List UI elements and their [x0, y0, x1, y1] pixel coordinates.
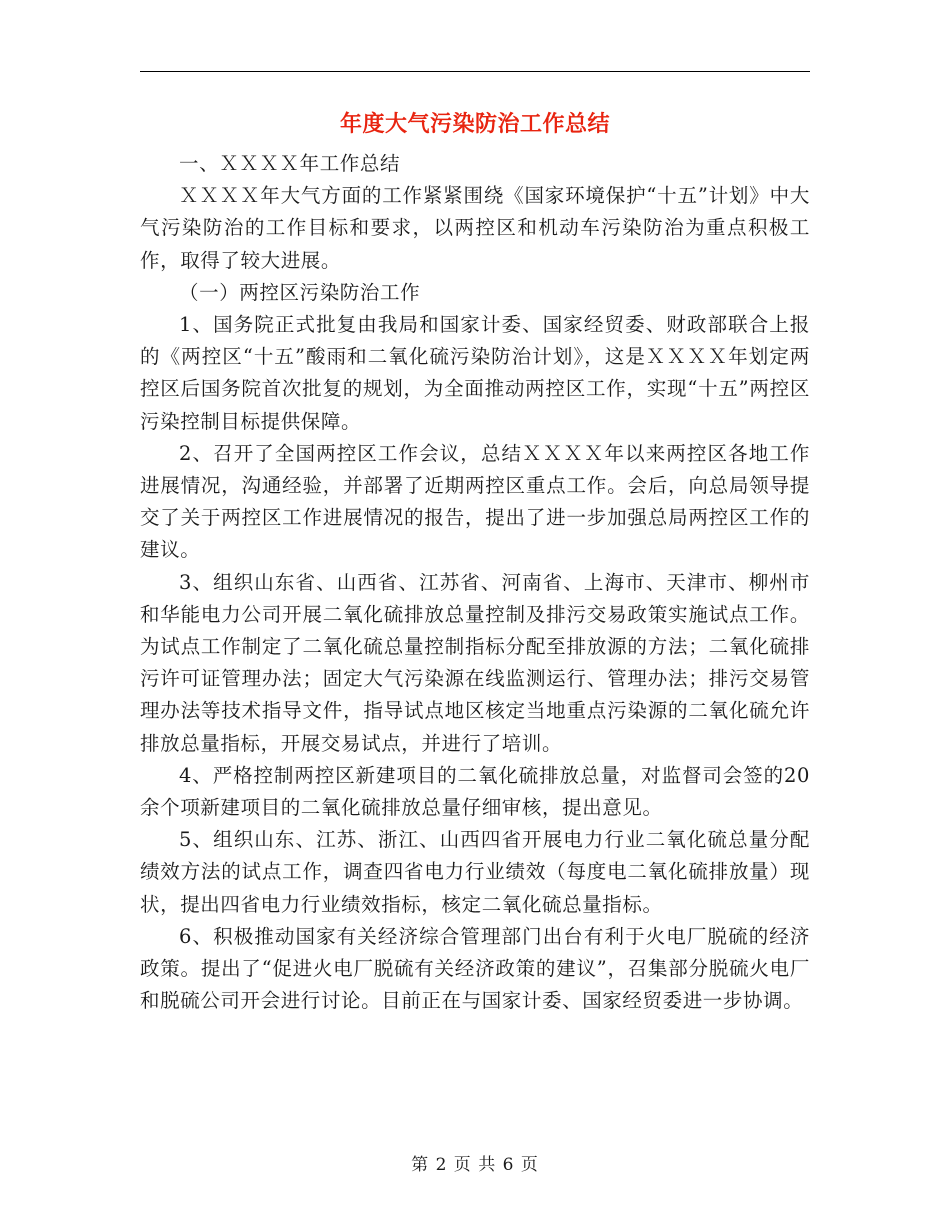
- page-footer: 第 2 页 共 6 页: [411, 1155, 539, 1175]
- document-body: [140, 148, 810, 1017]
- paragraph: ＸＸＸＸ年大气方面的工作紧紧围绕《国家环境保护“十五”计划》中大气污染防治的工作目标和要求，以两控区和机动车污染防治为重点积极工作，取得了较大进展。: [140, 184, 810, 272]
- paragraph: 3、组织山东省、山西省、江苏省、河南省、上海市、天津市、柳州市和华能电力公司开展二氧化硫排放总量控制及排污交易政策实施试点工作。为试点工作制定了二氧化硫总量控制指标分配至排放源的方法；二氧化硫排污许可证管理办法；固定大气污染源在线监测运行、管理办法；排污交易管理办法等技术指导文件，指导试点地区核定当地重点污染源的二氧化硫允许排放总量指标，开展交易试点，并进行了培训。: [140, 570, 810, 755]
- section-heading: 一、ＸＸＸＸ年工作总结: [179, 152, 401, 175]
- paragraph: 1、国务院正式批复由我局和国家计委、国家经贸委、财政部联合上报的《两控区“十五”酸雨和二氧化硫污染防治计划》，这是ＸＸＸＸ年划定两控区后国务院首次批复的规划，为全面推动两控区工作，实现“十五”两控区污染控制目标提供保障。: [140, 313, 810, 433]
- document-title: 年度大气污染防治工作总结: [339, 112, 610, 137]
- paragraph: 4、严格控制两控区新建项目的二氧化硫排放总量，对监督司会签的20余个项新建项目的二氧化硫排放总量仔细审核，提出意见。: [140, 763, 810, 820]
- paragraph: 6、积极推动国家有关经济综合管理部门出台有利于火电厂脱硫的经济政策。提出了“促进火电厂脱硫有关经济政策的建议”，召集部分脱硫火电厂和脱硫公司开会进行讨论。目前正在与国家计委、国家经贸委进一步协调。: [140, 924, 810, 1013]
- paragraph: 5、组织山东、江苏、浙江、山西四省开展电力行业二氧化硫总量分配绩效方法的试点工作，调查四省电力行业绩效（每度电二氧化硫排放量）现状，提出四省电力行业绩效指标，核定二氧化硫总量指标。: [140, 828, 810, 916]
- paragraph: 2、召开了全国两控区工作会议，总结ＸＸＸＸ年以来两控区各地工作进展情况，沟通经验，并部署了近期两控区重点工作。会后，向总局领导提交了关于两控区工作进展情况的报告，提出了进一步加强总局两控区工作的建议。: [140, 441, 810, 562]
- subsection-heading: （一）两控区污染防治工作: [179, 280, 421, 304]
- header-rule: [140, 71, 810, 72]
